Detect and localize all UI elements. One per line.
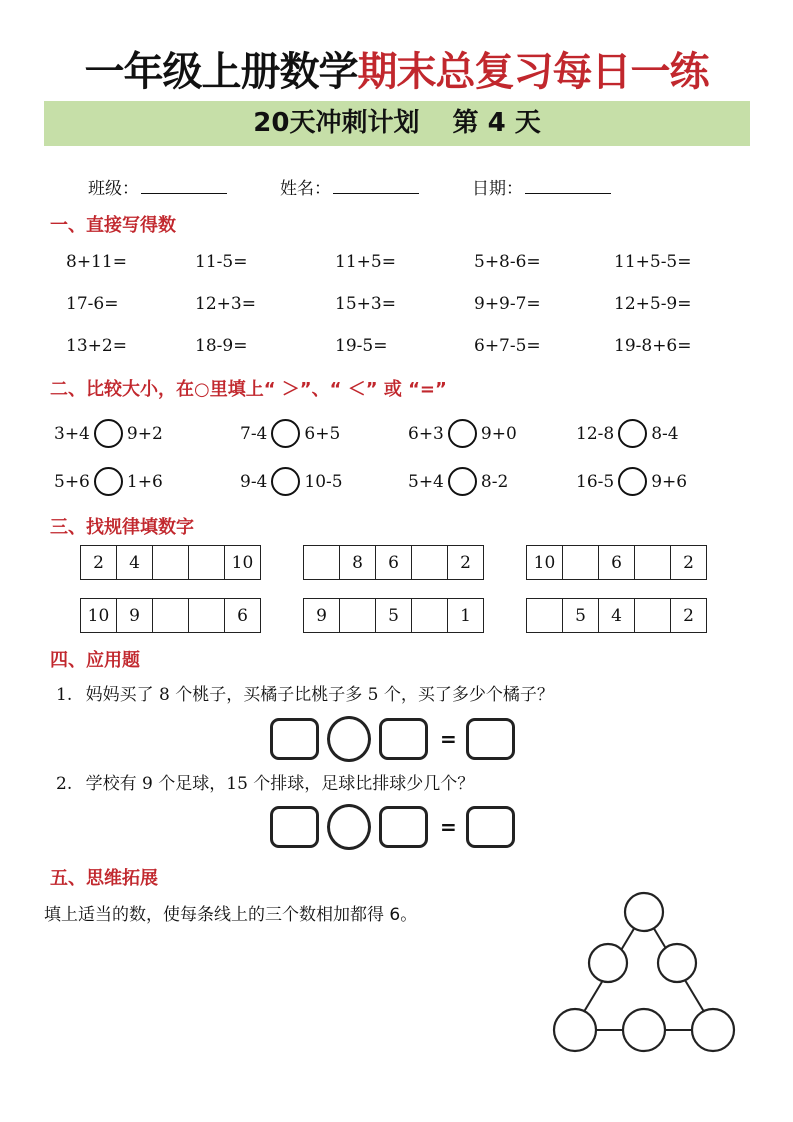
sequence-blank-cell[interactable] <box>635 599 671 633</box>
result-box[interactable] <box>466 718 515 760</box>
calc-problem: 11+5-5= <box>614 252 692 272</box>
sequence-blank-cell[interactable] <box>189 599 225 633</box>
calc-problem: 15+3= <box>335 294 396 314</box>
answer-box[interactable] <box>379 718 428 760</box>
word-problem-2-text: 学校有 9 个足球，15 个排球，足球比排球少几个？ <box>85 774 475 794</box>
class-label: 班级： <box>88 179 139 199</box>
compare-circle[interactable] <box>94 467 123 496</box>
plan-banner <box>44 101 750 146</box>
sequence-strip <box>80 545 261 580</box>
compare-right: 6+5 <box>304 423 341 444</box>
title-part2: 期末总复习每日一练 <box>357 49 709 95</box>
compare-right: 8-4 <box>651 423 679 444</box>
compare-right: 1+6 <box>126 471 163 492</box>
compare-right: 10-5 <box>304 471 343 492</box>
thinking-prompt: 填上适当的数，使每条线上的三个数相加都得 6。 <box>44 905 418 925</box>
calc-problem: 6+7-5= <box>474 336 541 356</box>
compare-circle[interactable] <box>618 467 647 496</box>
equals-sign: = <box>440 727 457 751</box>
date-label: 日期： <box>472 179 523 199</box>
date-blank[interactable] <box>525 175 611 194</box>
calc-problem: 13+2= <box>66 336 127 356</box>
compare-left: 16-5 <box>576 471 615 492</box>
calc-problem: 9+9-7= <box>474 294 541 314</box>
name-field[interactable] <box>280 174 419 199</box>
compare-circle[interactable] <box>271 467 300 496</box>
calc-problem: 17-6= <box>66 294 119 314</box>
sequence-blank-cell[interactable] <box>412 546 448 580</box>
calc-problem: 19-8+6= <box>614 336 692 356</box>
word-problem-2 <box>56 769 474 794</box>
calc-problem: 19-5= <box>335 336 388 356</box>
title-part1: 一年级上册数学 <box>84 49 358 95</box>
number-triangle-diagram <box>552 889 736 1059</box>
calc-problem: 18-9= <box>195 336 248 356</box>
sequence-cell: 2 <box>671 546 707 580</box>
sequence-strip <box>526 598 707 633</box>
operator-circle[interactable] <box>327 804 371 850</box>
answer-box[interactable] <box>270 718 319 760</box>
compare-circle[interactable] <box>271 419 300 448</box>
sequence-cell: 2 <box>448 546 484 580</box>
calc-problem: 5+8-6= <box>474 252 541 272</box>
compare-item <box>240 419 340 448</box>
compare-left: 9-4 <box>240 471 268 492</box>
answer-box[interactable] <box>379 806 428 848</box>
sequence-cell: 9 <box>304 599 340 633</box>
name-blank[interactable] <box>333 175 419 194</box>
sequence-blank-cell[interactable] <box>412 599 448 633</box>
sequence-cell: 6 <box>376 546 412 580</box>
sequence-cell: 6 <box>225 599 261 633</box>
section-1-heading: 一、直接写得数 <box>50 215 176 236</box>
answer-equation-2 <box>270 804 515 850</box>
answer-equation-1 <box>270 716 515 762</box>
compare-item <box>54 467 163 496</box>
section-3-heading: 三、找规律填数字 <box>50 517 194 538</box>
sequence-cell: 4 <box>117 546 153 580</box>
calc-problem: 11+5= <box>335 252 396 272</box>
compare-right: 9+2 <box>126 423 163 444</box>
compare-circle[interactable] <box>618 419 647 448</box>
triangle-node-right-mid[interactable] <box>658 944 696 982</box>
sequence-blank-cell[interactable] <box>340 599 376 633</box>
sequence-strip <box>526 545 707 580</box>
triangle-node-bottom-right[interactable] <box>692 1009 734 1051</box>
banner-plan: 20天冲刺计划 <box>253 108 420 138</box>
compare-item <box>408 419 517 448</box>
class-blank[interactable] <box>141 175 227 194</box>
answer-box[interactable] <box>270 806 319 848</box>
sequence-cell: 5 <box>376 599 412 633</box>
compare-circle[interactable] <box>448 419 477 448</box>
result-box[interactable] <box>466 806 515 848</box>
compare-item <box>408 467 508 496</box>
triangle-node-bottom-mid[interactable] <box>623 1009 665 1051</box>
sequence-cell: 2 <box>81 546 117 580</box>
compare-item <box>240 467 343 496</box>
sequence-cell: 4 <box>599 599 635 633</box>
triangle-node-top[interactable] <box>625 893 663 931</box>
sequence-blank-cell[interactable] <box>527 599 563 633</box>
compare-left: 5+4 <box>408 471 444 492</box>
compare-item <box>576 419 679 448</box>
calc-problem: 12+5-9= <box>614 294 692 314</box>
compare-left: 12-8 <box>576 423 615 444</box>
banner-day: 第 4 天 <box>452 108 541 138</box>
sequence-strip <box>303 598 484 633</box>
sequence-strip <box>80 598 261 633</box>
worksheet-title <box>0 44 793 100</box>
sequence-strip <box>303 545 484 580</box>
calc-problem: 8+11= <box>66 252 127 272</box>
sequence-blank-cell[interactable] <box>153 599 189 633</box>
sequence-cell: 10 <box>527 546 563 580</box>
section-5-heading: 五、思维拓展 <box>50 868 158 889</box>
sequence-cell: 9 <box>117 599 153 633</box>
compare-left: 5+6 <box>54 471 90 492</box>
sequence-cell: 5 <box>563 599 599 633</box>
compare-item <box>54 419 163 448</box>
compare-item <box>576 467 687 496</box>
sequence-cell: 10 <box>81 599 117 633</box>
triangle-node-bottom-left[interactable] <box>554 1009 596 1051</box>
sequence-blank-cell[interactable] <box>304 546 340 580</box>
compare-left: 6+3 <box>408 423 444 444</box>
date-field[interactable] <box>472 174 611 199</box>
sequence-cell: 1 <box>448 599 484 633</box>
sequence-cell: 6 <box>599 546 635 580</box>
word-problem-1-number: 1. <box>56 685 73 705</box>
sequence-blank-cell[interactable] <box>635 546 671 580</box>
word-problem-2-number: 2. <box>56 774 73 794</box>
word-problem-1 <box>56 680 554 705</box>
sequence-cell: 8 <box>340 546 376 580</box>
section-4-heading: 四、应用题 <box>50 650 140 671</box>
sequence-cell: 10 <box>225 546 261 580</box>
name-label: 姓名： <box>280 179 331 199</box>
compare-circle[interactable] <box>448 467 477 496</box>
compare-right: 9+6 <box>651 471 688 492</box>
calc-problem: 11-5= <box>195 252 248 272</box>
section-2-heading: 二、比较大小，在○里填上“ ＞”、“ ＜” 或 “=” <box>50 379 447 400</box>
compare-right: 9+0 <box>480 423 517 444</box>
sequence-blank-cell[interactable] <box>189 546 225 580</box>
sequence-cell: 2 <box>671 599 707 633</box>
compare-left: 3+4 <box>54 423 90 444</box>
compare-circle[interactable] <box>94 419 123 448</box>
compare-right: 8-2 <box>480 471 509 492</box>
class-field[interactable] <box>88 174 227 199</box>
equals-sign: = <box>440 815 457 839</box>
calc-problem: 12+3= <box>195 294 256 314</box>
word-problem-1-text: 妈妈买了 8 个桃子，买橘子比桃子多 5 个，买了多少个橘子？ <box>85 685 554 705</box>
sequence-blank-cell[interactable] <box>563 546 599 580</box>
compare-left: 7-4 <box>240 423 268 444</box>
triangle-node-left-mid[interactable] <box>589 944 627 982</box>
sequence-blank-cell[interactable] <box>153 546 189 580</box>
operator-circle[interactable] <box>327 716 371 762</box>
